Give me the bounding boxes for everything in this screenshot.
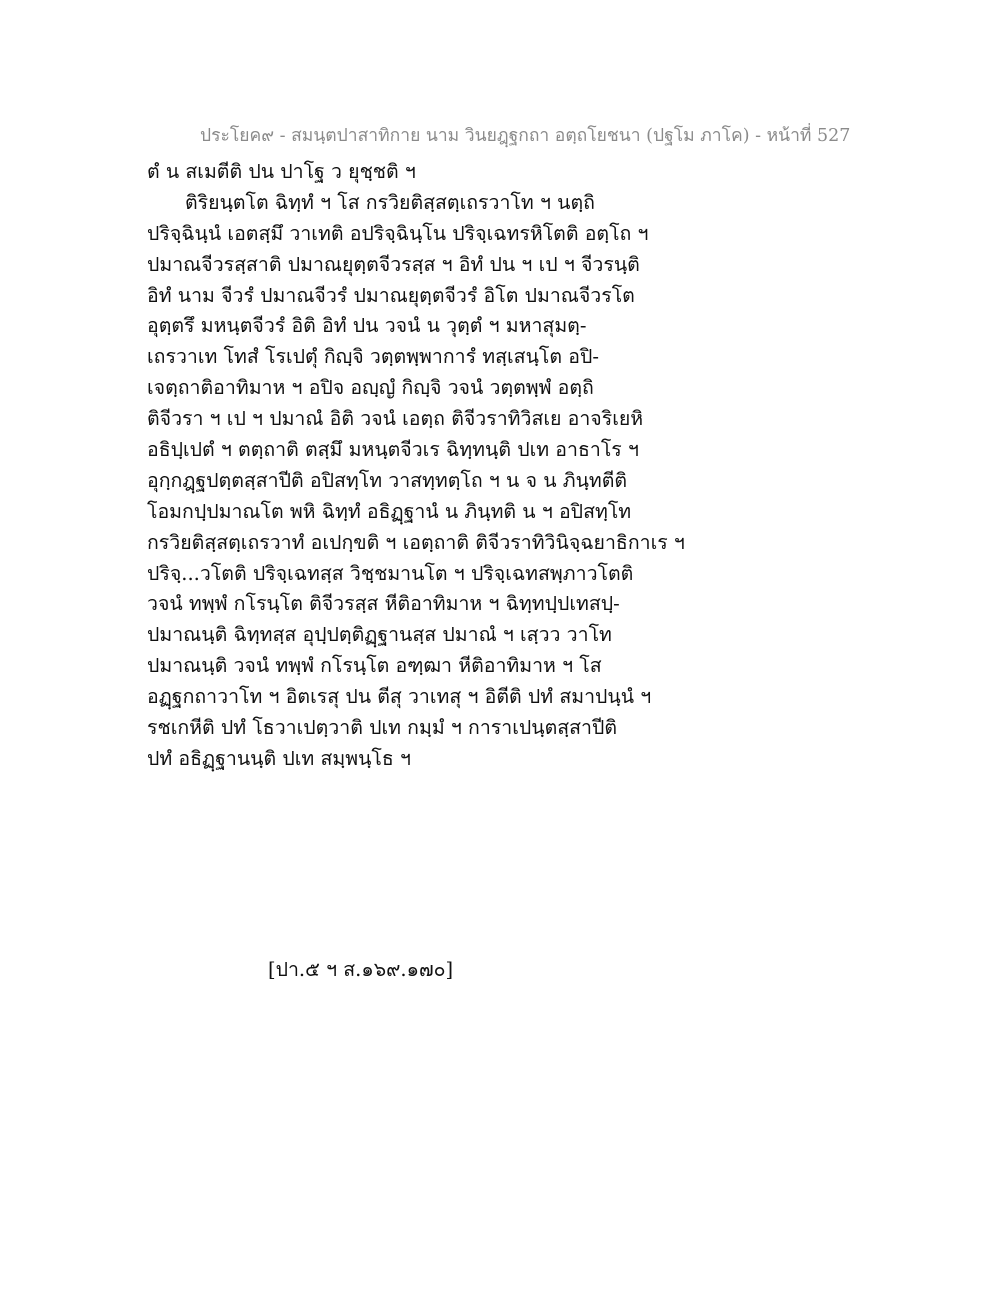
text-line: ตํ น สเมตีติ ปน ปาโฐ ว ยุชฺชติ ฯ — [147, 160, 416, 183]
text-line: ติจีวรา ฯ เป ฯ ปมาณํ อิติ วจนํ เอตฺถ ติจีวราทิวิสเย อาจริเยหิ — [147, 407, 644, 431]
text-line: โอมกปฺปมาณโต พหิ ฉิทฺทํ อธิฏฺฐานํ น ภินฺทติ น ฯ อปิสทฺโท — [147, 499, 632, 523]
text-line: ปริจฺฉินฺนํ เอตสฺมึ วาเทติ อปริจฺฉินฺโน ปริจฺเฉทรหิโตติ อตฺโถ ฯ — [147, 221, 649, 245]
text-line: เถรวาเท โทสํ โรเปตุํ กิญฺจิ วตฺตพฺพาการํ ทสฺเสนฺโต อปิ- — [147, 345, 599, 369]
text-line: อฏฺฐกถาวาโท ฯ อิตเรสุ ปน ตีสุ วาเทสุ ฯ อิตีติ ปทํ สมาปนฺนํ ฯ — [147, 685, 652, 709]
text-line: ปมาณจีวรสฺสาติ ปมาณยุตฺตจีวรสฺส ฯ อิทํ ปน ฯ เป ฯ จีวรนฺติ — [147, 252, 640, 276]
text-line: เจตฺถาติอาทิมาห ฯ อปิจ อญฺญํ กิญฺจิ วจนํ วตฺตพฺพํ อตฺถิ — [147, 376, 594, 400]
text-line: อิทํ นาม จีวรํ ปมาณจีวรํ ปมาณยุตฺตจีวรํ อิโต ปมาณจีวรโต — [147, 283, 635, 307]
source-reference: [ปา.๕ ฯ ส.๑๖๙.๑๗๐] — [268, 958, 454, 981]
text-line: ติริยนฺตโต ฉิทฺทํ ฯ โส กรวิยติสฺสตฺเถรวาโท ฯ นตฺถิ — [185, 190, 595, 214]
text-line: อธิปฺเปตํ ฯ ตตฺถาติ ตสฺมึ มหนฺตจีวเร ฉิทฺทนฺติ ปเท อาธาโร ฯ — [147, 438, 639, 462]
text-line: รชเกหีติ ปทํ โธวาเปตฺวาติ ปเท กมฺมํ ฯ การาเปนฺตสฺสาปีติ — [147, 716, 618, 740]
text-line: ปริจฺ...วโตติ ปริจฺเฉทสฺส วิชฺชมานโต ฯ ปริจฺเฉทสพฺภาวโตติ — [147, 561, 634, 585]
text-line: อุตฺตรึ มหนฺตจีวรํ อิติ อิทํ ปน วจนํ น วุตฺตํ ฯ มหาสุมตฺ- — [147, 314, 587, 338]
text-line: ปมาณนฺติ ฉิทฺทสฺส อุปฺปตฺติฏฺฐานสฺส ปมาณํ ฯ เสฺวว วาโท — [147, 623, 612, 647]
body-text — [147, 157, 867, 775]
running-header: ประโยค๙ - สมนฺตปาสาทิกาย นาม วินยฎฺฐกถา อตฺถโยชนา (ปฐโม ภาโค) - หน้าที่ 527 — [200, 126, 851, 146]
text-line: กรวิยติสฺสตฺเถรวาทํ อเปกฺขติ ฯ เอตฺถาติ ติจีวราทิวินิจฺฉยาธิกาเร ฯ — [147, 530, 685, 554]
text-line: อุกฺกฎฺฐปตฺตสฺสาปีติ อปิสทฺโท วาสทฺทตฺโถ ฯ น จ น ภินฺทตีติ — [147, 468, 628, 492]
text-line: ปมาณนฺติ วจนํ ทพฺพํ กโรนฺโต อฑฺฒา หีติอาทิมาห ฯ โส — [147, 654, 602, 678]
text-line: ปทํ อธิฏฺฐานนฺติ ปเท สมฺพนฺโธ ฯ — [147, 746, 411, 770]
text-line: วจนํ ทพฺพํ กโรนฺโต ติจีวรสฺส หีติอาทิมาห ฯ ฉิทฺทปฺปเทสปฺ- — [147, 592, 620, 616]
